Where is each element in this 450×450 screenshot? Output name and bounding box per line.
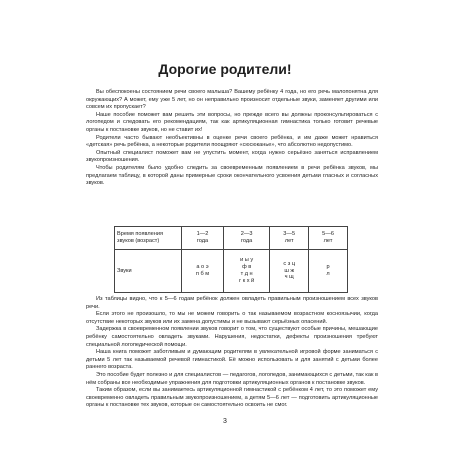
table-header-row (115, 227, 348, 250)
header-label-line: звуков (возраст) (117, 238, 160, 244)
sound-group: а о э (196, 264, 209, 271)
header-label-line: Время появления (117, 231, 164, 238)
age-range: 5—6 (322, 231, 334, 238)
sound-group: л (326, 271, 330, 277)
sounds-cell (309, 250, 348, 293)
intro-text (86, 89, 378, 188)
paragraph: Таким образом, если вы занимаетесь артикуляционной гимнастикой с ребёнком 4 лет, то это поможет ему своевременно овладеть правильным звукопроизношением, а детям 5—6 лет — подготовить артикуляционные органы к постановке тех звуков, которые он самостоятельно освоить не смог. (86, 387, 378, 409)
sound-group: р (326, 264, 330, 271)
paragraph: Из таблицы видно, что к 5—6 годам ребёнок должен овладеть правильным произношением всех звуков речи. (86, 296, 378, 310)
paragraph: Наше пособие поможет вам решить эти вопросы, но прежде всего вы должны проконсультироваться с логопедом и следовать его рекомендациям, так как артикуляционная гимнастика только готовит речевые органы к постановке звуков, но не ставит их! (86, 111, 378, 133)
paragraph: Родители часто бывают необъективны в оценке речи своего ребёнка, и им даже может нравиться «детская» речь ребёнка, а некоторые родители поощряют «сюсюканье», что абсолютно недопустимо. (86, 134, 378, 149)
age-unit: года (240, 238, 253, 244)
sound-group: г к х й (239, 277, 255, 284)
outro-text (86, 296, 378, 410)
table-header-age (309, 227, 348, 250)
table-header-age (270, 227, 309, 250)
table-header-age (223, 227, 269, 250)
page-number: 3 (223, 418, 227, 425)
sounds-cell (270, 250, 309, 293)
sounds-cell (182, 250, 224, 293)
table-row (115, 250, 348, 293)
age-unit: года (196, 238, 209, 244)
sound-group: ф в (242, 264, 252, 271)
sound-group: т д н (240, 271, 253, 277)
paragraph: Если этого не произошло, то мы не можем говорить о так называемом возрастном косноязычии, когда отсутствие некоторых звуков или их замена допустимы и не вызывают серьёзных опасений. (86, 311, 378, 325)
page-title: Дорогие родители! (158, 61, 292, 77)
paragraph: Задержка в своевременном появлении звуков говорит о том, что существуют особые причины, мешающие ребёнку самостоятельно овладеть звуками. Нарушения, недостатки, дефекты произношения требуют специальной логопедической помощи. (86, 326, 378, 348)
age-unit: лет (323, 238, 333, 244)
sound-group: п б м (195, 271, 210, 277)
sounds-cell (223, 250, 269, 293)
paragraph: Вы обеспокоены состоянием речи своего малыша? Вашему ребёнку 4 года, но его речь малопонятна для окружающих? А может, ему уже 5 лет, но он неправильно произносит отдельные звуки, заменяет другими или совсем их пропускает? (86, 89, 378, 111)
paragraph: Чтобы родителям было удобно следить за своевременным появлением в речи ребёнка звуков, мы предлагаем таблицу, в которой даны примерные сроки окончательного усвоения детьми гласных и согласных звуков. (86, 164, 378, 187)
table-header-label (115, 227, 182, 250)
age-range: 2—3 (240, 231, 253, 238)
age-range: 3—5 (283, 231, 296, 238)
age-unit: лет (284, 238, 294, 244)
table-header-age (182, 227, 224, 250)
age-range: 1—2 (196, 231, 209, 238)
sound-group: ч щ (284, 274, 294, 281)
sound-group: ш ж (284, 267, 295, 274)
paragraph: Это пособие будет полезно и для специалистов — педагогов, логопедов, занимающихся с детьми, так как в нём собраны все необходимые упражнения для подготовки артикуляционных органов к постановке звуков. (86, 371, 378, 386)
table-row-label: Звуки (115, 250, 182, 293)
sound-group: и ы у (240, 257, 254, 264)
paragraph: Опытный специалист поможет вам не упустить момент, когда нужно серьёзно заняться исправлением звукопроизношения. (86, 149, 378, 164)
sound-group: с з ц (283, 260, 296, 267)
sounds-age-table (114, 226, 348, 293)
paragraph: Наша книга поможет заботливым и думающим родителям в увлекательной игровой форме заниматься с детьми 5 лет так называемой речевой гимнастикой. Её можно использовать и для занятий с детьми более раннего возраста. (86, 349, 378, 371)
